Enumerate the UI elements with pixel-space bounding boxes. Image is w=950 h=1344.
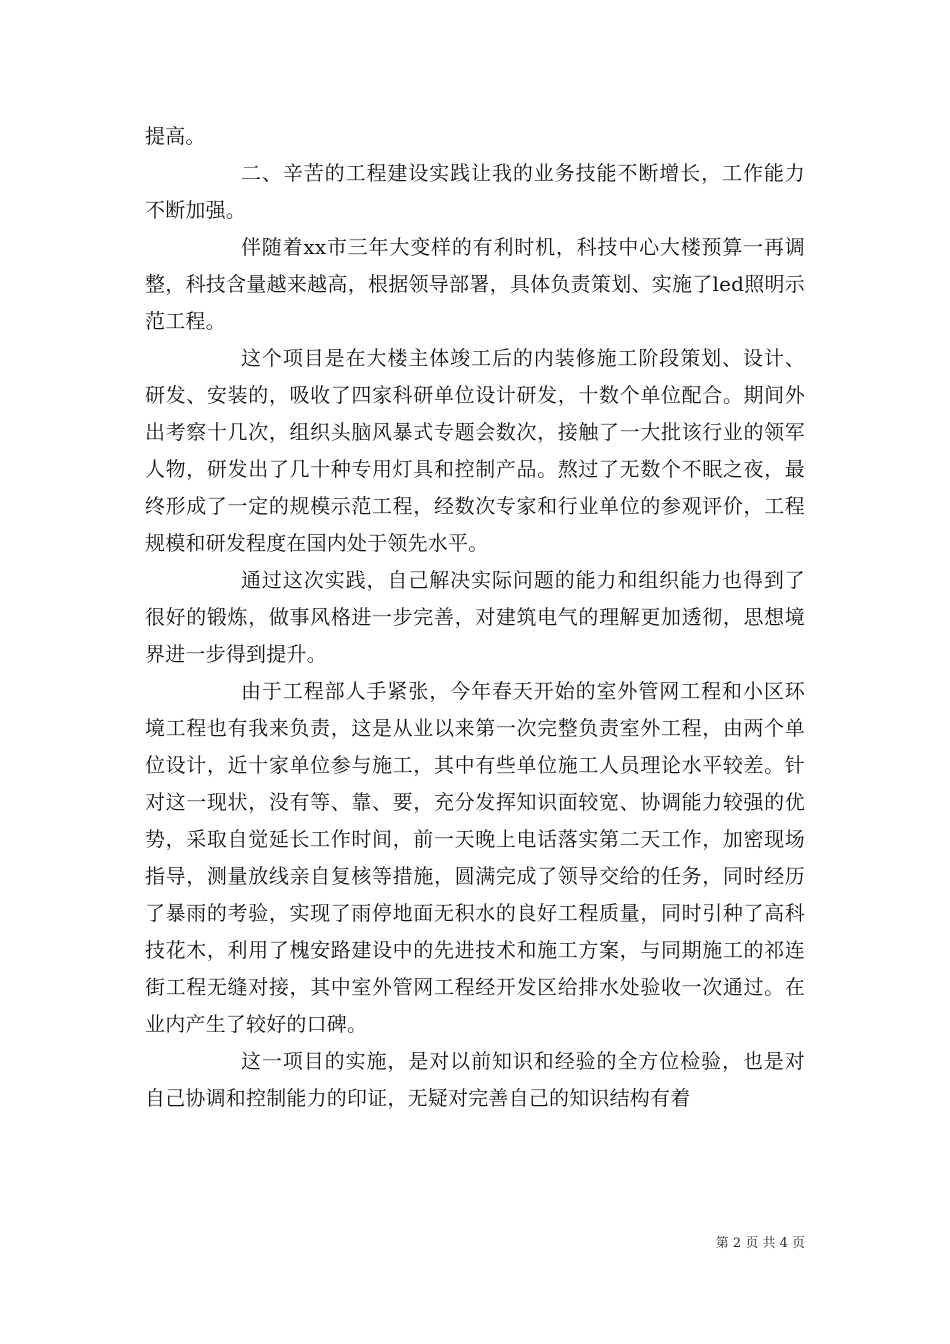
page-number-footer: 第 2 页 共 4 页 xyxy=(715,1236,805,1251)
paragraph: 这个项目是在大楼主体竣工后的内装修施工阶段策划、设计、研发、安装的，吸收了四家科研单位设计研发，十数个单位配合。期间外出考察十几次，组织头脑风暴式专题会数次，接触了一大批该行业的领军人物，研发出了几十种专用灯具和控制产品。熬过了无数个不眠之夜，最终形成了一定的规模示范工程，经数次专家和行业单位的参观评价，工程规模和研发程度在国内处于领先水平。 xyxy=(145,346,805,555)
document-body xyxy=(145,118,805,1117)
paragraph: 由于工程部人手紧张，今年春天开始的室外管网工程和小区环境工程也有我来负责，这是从业以来第一次完整负责室外工程，由两个单位设计，近十家单位参与施工，其中有些单位施工人员理论水平较差。针对这一现状，没有等、靠、要，充分发挥知识面较宽、协调能力较强的优势，采取自觉延长工作时间，前一天晚上电话落实第二天工作，加密现场指导，测量放线亲自复核等措施，圆满完成了领导交给的任务，同时经历了暴雨的考验，实现了雨停地面无积水的良好工程质量，同时引种了高科技花木，利用了槐安路建设中的先进技术和施工方案，与同期施工的祁连街工程无缝对接，其中室外管网工程经开发区给排水处验收一次通过。在业内产生了较好的口碑。 xyxy=(145,679,805,1036)
section-heading: 二、辛苦的工程建设实践让我的业务技能不断增长，工作能力不断加强。 xyxy=(145,161,805,222)
paragraph: 通过这次实践，自己解决实际问题的能力和组织能力也得到了很好的锻炼，做事风格进一步完善，对建筑电气的理解更加透彻，思想境界进一步得到提升。 xyxy=(145,568,805,666)
paragraph: 伴随着xx市三年大变样的有利时机，科技中心大楼预算一再调整，科技含量越来越高，根据领导部署，具体负责策划、实施了led照明示范工程。 xyxy=(145,235,805,333)
paragraph: 这一项目的实施，是对以前知识和经验的全方位检验，也是对自己协调和控制能力的印证，无疑对完善自己的知识结构有着 xyxy=(145,1049,805,1110)
paragraph-continuation: 提高。 xyxy=(145,124,206,148)
